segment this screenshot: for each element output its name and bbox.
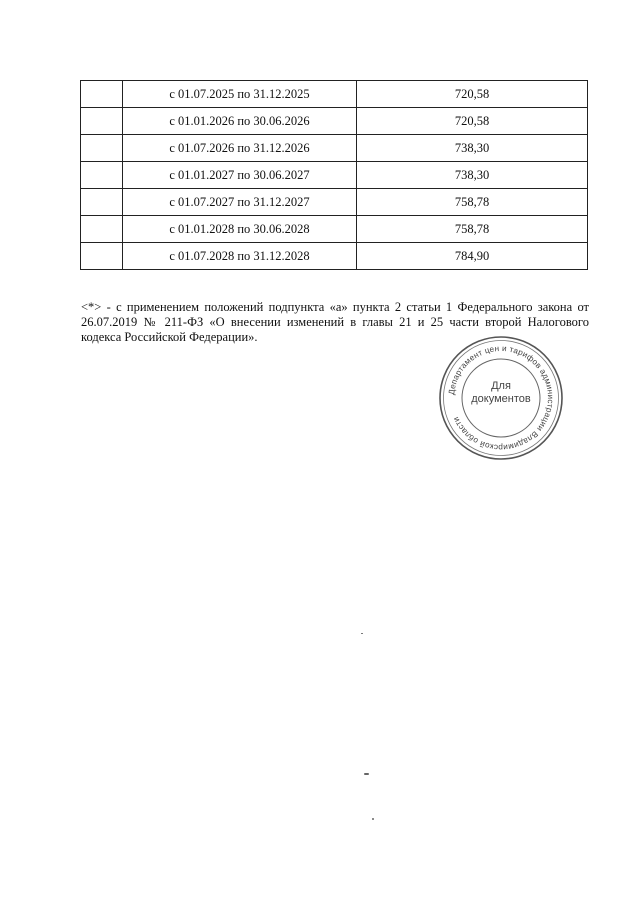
table-row	[81, 189, 588, 216]
table-row	[81, 162, 588, 189]
scan-speck	[372, 818, 374, 820]
stamp-center-text	[437, 380, 565, 406]
scan-speck	[361, 633, 363, 634]
footnote: <*> - с применением положений подпункта «а» пункта 2 статьи 1 Федерального закона от 26.07.2019 № 211-ФЗ «О внесении изменений в главы 21 и 25 части второй Налогового кодекса Российской Федерации».	[81, 299, 589, 344]
period-cell: с 01.07.2025 по 31.12.2025	[123, 81, 357, 108]
stamp-ring-text: Департамент цен и тарифов администрации Владимирской области	[447, 343, 556, 453]
tariff-table	[80, 80, 588, 270]
official-stamp	[437, 334, 565, 462]
period-cell: с 01.07.2026 по 31.12.2026	[123, 135, 357, 162]
blank-cell	[81, 243, 123, 270]
table-row	[81, 243, 588, 270]
table-row	[81, 216, 588, 243]
table-row	[81, 108, 588, 135]
tariff-value-cell: 758,78	[357, 189, 588, 216]
stamp-center-line: документов	[471, 393, 531, 405]
scan-speck	[364, 773, 369, 775]
period-cell: с 01.07.2028 по 31.12.2028	[123, 243, 357, 270]
blank-cell	[81, 135, 123, 162]
stamp-center-line: Для	[491, 380, 511, 392]
tariff-value-cell: 784,90	[357, 243, 588, 270]
tariff-value-cell: 738,30	[357, 135, 588, 162]
tariff-value-cell: 758,78	[357, 216, 588, 243]
period-cell: с 01.07.2027 по 31.12.2027	[123, 189, 357, 216]
table-row	[81, 81, 588, 108]
blank-cell	[81, 162, 123, 189]
blank-cell	[81, 189, 123, 216]
blank-cell	[81, 216, 123, 243]
tariff-value-cell: 720,58	[357, 108, 588, 135]
period-cell: с 01.01.2027 по 30.06.2027	[123, 162, 357, 189]
period-cell: с 01.01.2026 по 30.06.2026	[123, 108, 357, 135]
period-cell: с 01.01.2028 по 30.06.2028	[123, 216, 357, 243]
table-row	[81, 135, 588, 162]
blank-cell	[81, 81, 123, 108]
tariff-value-cell: 738,30	[357, 162, 588, 189]
blank-cell	[81, 108, 123, 135]
tariff-value-cell: 720,58	[357, 81, 588, 108]
